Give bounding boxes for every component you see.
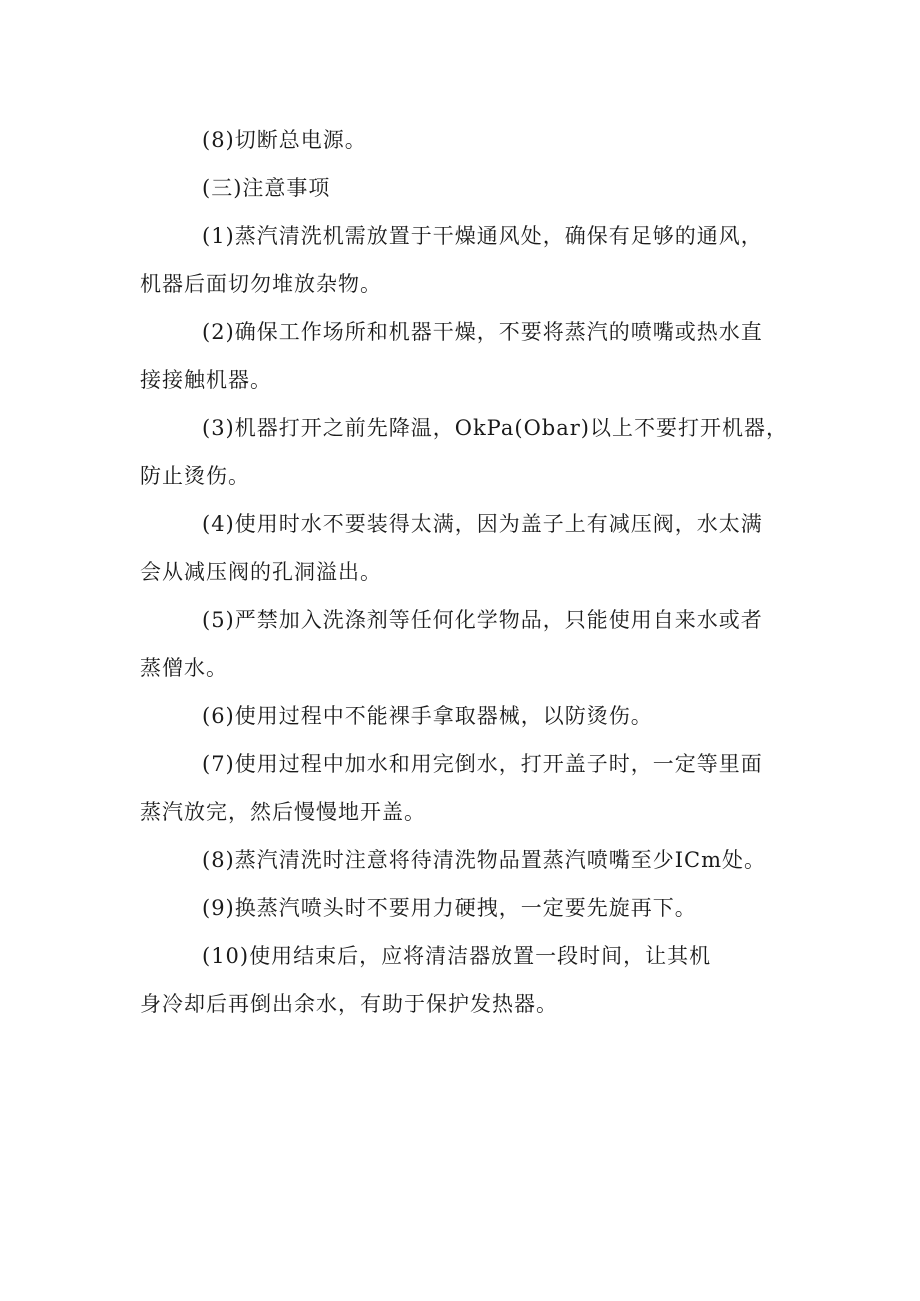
- paragraph-text: (6)使用过程中不能裸手拿取器械，以防烫伤。: [202, 704, 653, 728]
- paragraph-note-9: [140, 884, 862, 932]
- paragraph-line: (1)蒸汽清洗机需放置于干燥通风处，确保有足够的通风，: [202, 224, 763, 248]
- paragraph-line: (4)使用时水不要装得太满，因为盖子上有减压阀，水太满: [202, 512, 763, 536]
- paragraph-text: (9)换蒸汽喷头时不要用力硬拽，一定要先旋再下。: [202, 896, 697, 920]
- paragraph-line: (10)使用结束后，应将清洁器放置一段时间，让其机: [202, 944, 712, 968]
- paragraph-note-4: [140, 500, 800, 596]
- paragraph-note-7: [140, 740, 800, 836]
- paragraph-line: 机器后面切勿堆放杂物。: [140, 272, 382, 296]
- section-heading-text: (三)注意事项: [202, 176, 331, 200]
- paragraph-line: (7)使用过程中加水和用完倒水，打开盖子时，一定等里面: [202, 752, 763, 776]
- paragraph-line: (5)严禁加入洗涤剂等任何化学物品，只能使用自来水或者: [202, 608, 763, 632]
- paragraph-note-2: [140, 308, 800, 404]
- paragraph-line: 蒸汽放完，然后慢慢地开盖。: [140, 800, 426, 824]
- paragraph-note-3: [140, 404, 800, 500]
- paragraph-note-10: [140, 932, 800, 1028]
- paragraph-step-8: [140, 116, 862, 164]
- paragraph-line: 接接触机器。: [140, 368, 272, 392]
- paragraph-note-6: [140, 692, 862, 740]
- paragraph-note-8: [140, 836, 862, 884]
- paragraph-line: 防止烫伤。: [140, 464, 250, 488]
- paragraph-line: 蒸僧水。: [140, 656, 228, 680]
- section-heading-notes: [140, 164, 862, 212]
- paragraph-line: (3)机器打开之前先降温，OkPa(Obar)以上不要打开机器，: [202, 416, 788, 440]
- paragraph-note-1: [140, 212, 800, 308]
- paragraph-text: (8)切断总电源。: [202, 128, 367, 152]
- paragraph-line: 会从减压阀的孔洞溢出。: [140, 560, 382, 584]
- paragraph-line: 身冷却后再倒出余水，有助于保护发热器。: [140, 992, 558, 1016]
- paragraph-text: (8)蒸汽清洗时注意将待清洗物品置蒸汽喷嘴至少ICm处。: [202, 848, 767, 872]
- paragraph-note-5: [140, 596, 800, 692]
- paragraph-line: (2)确保工作场所和机器干燥，不要将蒸汽的喷嘴或热水直: [202, 320, 763, 344]
